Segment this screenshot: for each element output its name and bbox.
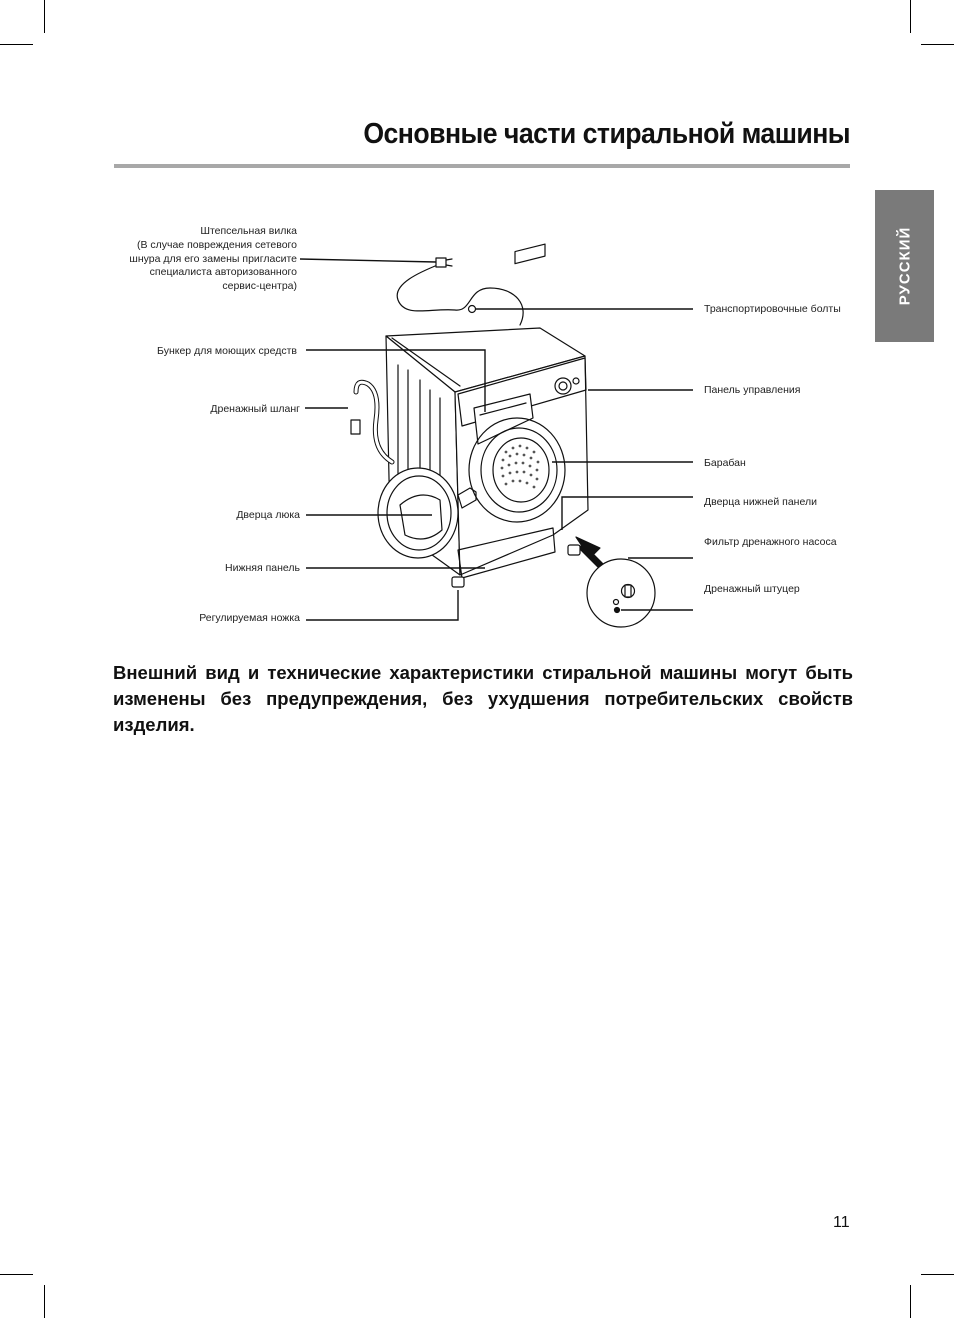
drain-fitting-icon [615, 608, 620, 613]
leader-plug [300, 259, 436, 262]
adjustable-foot-icon [452, 577, 464, 587]
crop-mark [910, 1285, 911, 1318]
label-transport-bolts: Транспортировочные болты [704, 303, 841, 315]
label-drain-hose: Дренажный шланг [210, 403, 300, 415]
filter-closeup [587, 559, 655, 627]
label-plug-note: (В случае повреждения сетевого [136, 238, 297, 251]
notice-text: Внешний вид и технические характеристики стиральной машины могут быть изменены без предупреждения, без ухудшения потребительских свойств изделия. [113, 662, 853, 735]
label-drain-fitting: Дренажный штуцер [704, 583, 800, 595]
plug-icon [436, 258, 452, 267]
label-drain-pump-filter: Фильтр дренажного насоса [704, 536, 837, 548]
page-number: 11 [833, 1214, 850, 1231]
leader-foot [306, 590, 458, 620]
label-plug-note: специалиста авторизованного [149, 266, 297, 279]
language-tab-label: РУССКИЙ [896, 226, 913, 306]
crop-mark [921, 1274, 954, 1275]
display-window [515, 244, 545, 263]
crop-mark [0, 1274, 33, 1275]
label-adjustable-foot: Регулируемая ножка [199, 612, 300, 624]
label-plug-note: сервис-центра) [222, 280, 297, 293]
label-lower-panel-door: Дверца нижней панели [704, 496, 817, 508]
label-plug-title: Штепсельная вилка [200, 225, 297, 237]
transport-bolt-icon [469, 306, 476, 313]
drum-icon [493, 438, 549, 502]
label-lower-panel: Нижняя панель [225, 562, 300, 574]
page-title: Основные части стиральной машины [363, 118, 850, 150]
label-drum: Барабан [704, 457, 746, 469]
label-plug-note: шнура для его замены пригласите [129, 252, 297, 265]
label-door: Дверца люка [236, 509, 300, 521]
label-plug [129, 225, 297, 294]
label-detergent-drawer: Бункер для моющих средств [157, 345, 297, 357]
door-icon [378, 468, 458, 558]
power-cord [397, 264, 523, 325]
label-control-panel: Панель управления [704, 384, 801, 396]
crop-mark [44, 1285, 45, 1318]
